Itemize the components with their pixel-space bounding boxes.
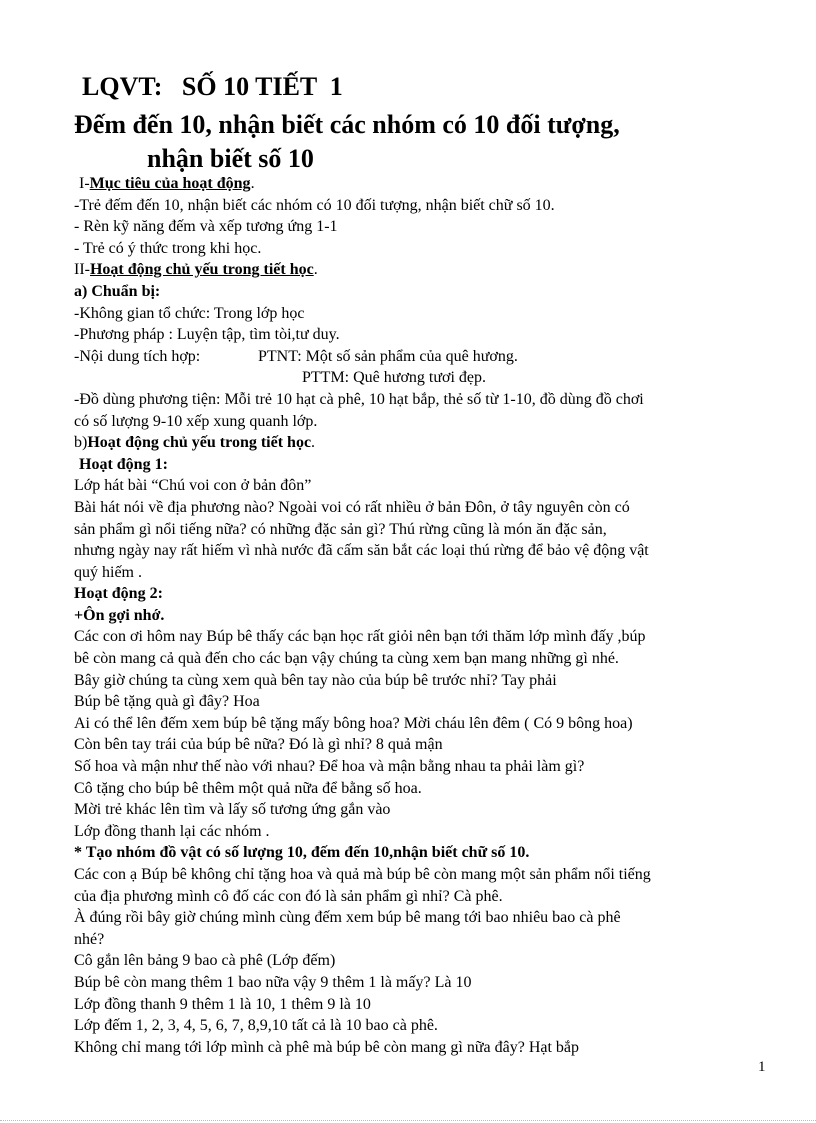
activity-2-line: Búp bê tặng quà gì đây? Hoa xyxy=(74,693,260,711)
tools-line: có số lượng 9-10 xếp xung quanh lớp. xyxy=(74,412,318,430)
tools-line: -Đồ dùng phương tiện: Mỗi trẻ 10 hạt cà phê, 10 hạt bắp, thẻ số từ 1-10, đồ dùng đồ chơi xyxy=(74,390,644,408)
activity-3-line: Cô gắn lên bảng 9 bao cà phê (Lớp đếm) xyxy=(74,952,336,970)
document-body xyxy=(74,173,774,1058)
section-1-heading: I-Mục tiêu của hoạt động. xyxy=(79,175,255,192)
subtitle-line-2: nhận biết số 10 xyxy=(147,144,314,173)
activity-1-line: nhưng ngày nay rất hiếm vì nhà nước đã cấm săn bắt các loại thú rừng để bảo vệ động vật xyxy=(74,542,649,560)
activity-2-subheading: +Ôn gợi nhớ. xyxy=(74,606,165,624)
activity-3-heading: * Tạo nhóm đồ vật có số lượng 10, đếm đến 10,nhận biết chữ số 10. xyxy=(74,844,530,862)
activity-1-heading: Hoạt động 1: xyxy=(79,455,168,473)
activity-3-line: Không chỉ mang tới lớp mình cà phê mà búp bê còn mang gì nữa đây? Hạt bắp xyxy=(74,1038,580,1056)
activity-3-line: của địa phương mình cô đố các con đó là sản phẩm gì nhỉ? Cà phê. xyxy=(74,887,503,905)
activity-3-line: Các con ạ Búp bê không chỉ tặng hoa và quả mà búp bê còn mang một sản phẩm nổi tiếng xyxy=(74,866,651,883)
objective-line: -Trẻ đếm đến 10, nhận biết các nhóm có 10 đối tượng, nhận biết chữ số 10. xyxy=(74,196,555,214)
activity-3-line: Búp bê còn mang thêm 1 bao nữa vậy 9 thêm 1 là mấy? Là 10 xyxy=(74,973,472,991)
integration-line: PTTM: Quê hương tươi đẹp. xyxy=(302,369,487,387)
objective-line: - Trẻ có ý thức trong khi học. xyxy=(74,239,262,257)
activity-2-line: bê còn mang cả quà đến cho các bạn vậy chúng ta cùng xem bạn mang những gì nhé. xyxy=(74,650,619,668)
activity-2-line: Bây giờ chúng ta cùng xem quà bên tay nào của búp bê trước nhỉ? Tay phải xyxy=(74,671,557,689)
activity-2-line: Ai có thể lên đếm xem búp bê tặng mấy bông hoa? Mời cháu lên đêm ( Có 9 bông hoa) xyxy=(74,714,633,732)
section-2-heading: II-Hoạt động chủ yếu trong tiết học. xyxy=(74,261,318,279)
activity-3-line: Lớp đồng thanh 9 thêm 1 là 10, 1 thêm 9 là 10 xyxy=(74,995,371,1013)
page-number: 1 xyxy=(758,1059,766,1075)
preparation-line: -Phương pháp : Luyện tập, tìm tòi,tư duy. xyxy=(74,326,340,344)
page-bottom-divider xyxy=(0,1120,816,1121)
activity-2-heading: Hoạt động 2: xyxy=(74,585,163,603)
preparation-line: -Không gian tổ chức: Trong lớp học xyxy=(74,304,305,322)
document-title: LQVT: SỐ 10 TIẾT 1 xyxy=(82,72,343,101)
activity-1-line: Bài hát nói về địa phương nào? Ngoài voi có rất nhiều ở bản Đôn, ở tây nguyên còn có xyxy=(74,498,630,516)
activity-3-line: Lớp đếm 1, 2, 3, 4, 5, 6, 7, 8,9,10 tất cả là 10 bao cà phê. xyxy=(74,1017,438,1035)
document-subtitle xyxy=(74,108,620,176)
activity-2-line: Còn bên tay trái của búp bê nữa? Đó là gì nhỉ? 8 quả mận xyxy=(74,736,443,754)
activity-2-line: Số hoa và mận như thế nào với nhau? Để hoa và mận bằng nhau ta phải làm gì? xyxy=(74,758,585,776)
activity-1-line: quý hiếm . xyxy=(74,563,142,581)
main-activities-heading: b)Hoạt động chủ yếu trong tiết học. xyxy=(74,434,316,452)
activity-3-line: nhé? xyxy=(74,930,105,948)
activity-2-line: Mời trẻ khác lên tìm và lấy số tương ứng gắn vào xyxy=(74,801,391,819)
objective-line: - Rèn kỹ năng đếm và xếp tương ứng 1-1 xyxy=(74,218,338,236)
preparation-heading: a) Chuẩn bị: xyxy=(74,282,161,300)
activity-2-line: Cô tặng cho búp bê thêm một quả nữa để bằng số hoa. xyxy=(74,779,422,797)
activity-1-line: sản phẩm gì nổi tiếng nữa? có những đặc sản gì? Thú rừng cũng là món ăn đặc sản, xyxy=(74,520,607,538)
activity-1-line: Lớp hát bài “Chú voi con ở bản đôn” xyxy=(74,477,312,495)
integration-line: -Nội dung tích hợp: PTNT: Một số sản phẩm của quê hương. xyxy=(74,347,518,365)
activity-2-line: Các con ơi hôm nay Búp bê thấy các bạn học rất giỏi nên bạn tới thăm lớp mình đấy ,búp xyxy=(74,628,646,646)
activity-2-line: Lớp đồng thanh lại các nhóm . xyxy=(74,822,270,840)
activity-3-line: À đúng rồi bây giờ chúng mình cùng đếm xem búp bê mang tới bao nhiêu bao cà phê xyxy=(74,909,621,927)
subtitle-line-1: Đếm đến 10, nhận biết các nhóm có 10 đối tượng, xyxy=(74,110,620,139)
